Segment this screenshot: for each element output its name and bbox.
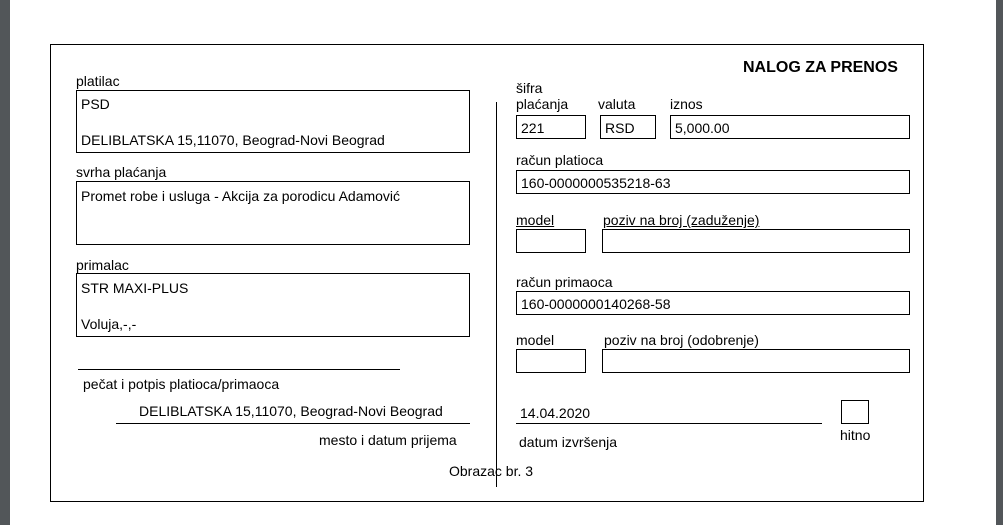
currency-label: valuta [598, 96, 636, 112]
payment-code-label-1: šifra [516, 80, 543, 96]
place-label: mesto i datum prijema [319, 432, 457, 448]
signature-line [78, 369, 400, 370]
model-debit-field [516, 229, 586, 253]
payment-code-field [516, 115, 586, 139]
reference-credit-label: poziv na broj (odobrenje) [604, 332, 759, 348]
payer-name: PSD [81, 96, 110, 112]
recipient-address: Voluja,-,- [81, 316, 137, 332]
recipient-name: STR MAXI-PLUS [81, 280, 189, 296]
amount-label: iznos [670, 96, 703, 112]
execution-date-label: datum izvršenja [519, 434, 618, 450]
place-line [116, 423, 470, 424]
payer-label: platilac [76, 73, 120, 89]
payment-order-form [50, 44, 924, 502]
execution-date-value: 14.04.2020 [520, 405, 591, 421]
document-page [10, 0, 996, 525]
model-debit-label: model [516, 212, 555, 228]
recipient-box [76, 273, 470, 337]
recipient-label: primalac [76, 257, 129, 273]
payer-box [76, 90, 470, 153]
purpose-label: svrha plaćanja [76, 164, 167, 180]
purpose-value: Promet robe i usluga - Akcija za porodicu Adamović [81, 188, 401, 204]
amount-field [670, 115, 910, 139]
payer-account-value: 160-0000000535218-63 [521, 175, 671, 191]
column-divider [496, 102, 497, 487]
form-number: Obrazac br. 3 [449, 463, 534, 479]
urgent-checkbox [841, 400, 869, 424]
payer-account-label: račun platioca [516, 152, 604, 168]
execution-date-line [516, 423, 822, 424]
currency-value: RSD [605, 120, 635, 136]
form-title: NALOG ZA PRENOS [743, 59, 898, 76]
payer-address: DELIBLATSKA 15,11070, Beograd-Novi Beograd [81, 132, 385, 148]
currency-field [600, 115, 656, 139]
purpose-box [76, 181, 470, 245]
model-credit-label: model [516, 332, 555, 348]
payment-code-value: 221 [521, 120, 545, 136]
reference-debit-field [602, 229, 910, 253]
payer-account-field [516, 170, 910, 194]
payment-code-label-2: plaćanja [516, 96, 569, 112]
reference-debit-label: poziv na broj (zaduženje) [603, 212, 760, 228]
recipient-account-value: 160-0000000140268-58 [521, 296, 671, 312]
recipient-account-field [516, 291, 910, 315]
urgent-label: hitno [840, 427, 871, 443]
stamp-label: pečat i potpis platioca/primaoca [83, 376, 280, 392]
reference-credit-field [602, 349, 910, 373]
amount-value: 5,000.00 [675, 120, 730, 136]
recipient-account-label: račun primaoca [516, 274, 613, 290]
place-value: DELIBLATSKA 15,11070, Beograd-Novi Beograd [139, 403, 443, 419]
model-credit-field [516, 349, 586, 373]
